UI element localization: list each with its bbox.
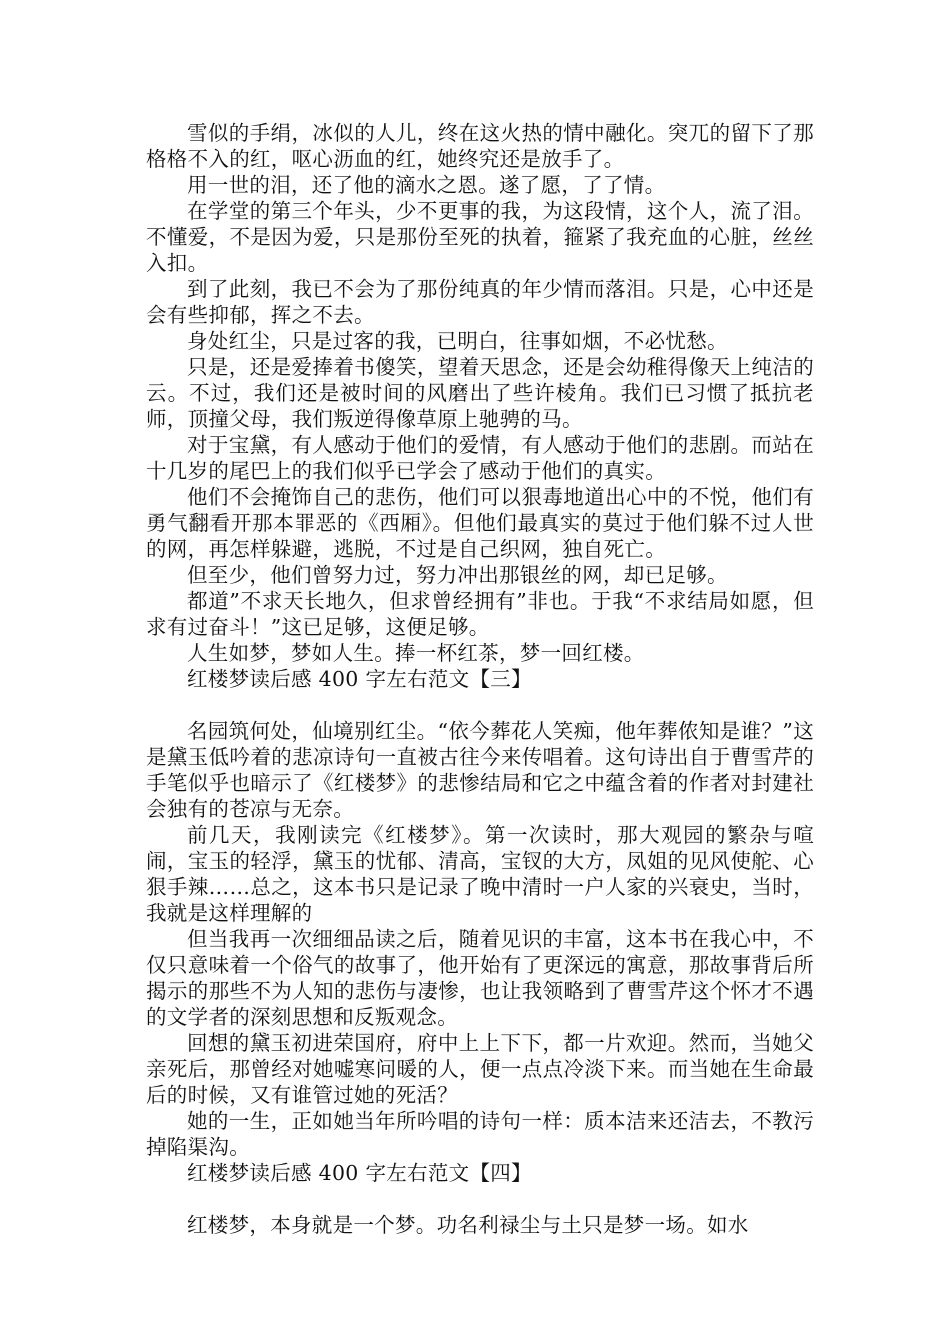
- paragraph: 红楼梦，本身就是一个梦。功名利禄尘与土只是梦一场。如水: [187, 1213, 749, 1237]
- section-heading-4: 红楼梦读后感 400 字左右范文【四】: [187, 1161, 532, 1185]
- paragraph: 前几天，我刚读完《红楼梦》。第一次读时，那大观园的繁杂与喧闹，宝玉的轻浮，黛玉的忧郁、清高，宝钗的大方，凤姐的见风使舵、心狠手辣……总之，这本书只是记录了晚中清时一户人家的兴衰史，当时，我就是这样理解的: [146, 823, 814, 925]
- paragraph: 都道”不求天长地久，但求曾经拥有”非也。于我“不求结局如愿，但求有过奋斗！”这已足够，这便足够。: [146, 589, 814, 639]
- paragraph: 但当我再一次细细品读之后，随着见识的丰富，这本书在我心中，不仅只意味着一个俗气的故事了，他开始有了更深远的寓意，那故事背后所揭示的那些不为人知的悲伤与凄惨，也让我领略到了曹雪芹这个怀才不遇的文学者的深刻思想和反叛观念。: [146, 927, 814, 1029]
- paragraph: 到了此刻，我已不会为了那份纯真的年少情而落泪。只是，心中还是会有些抑郁，挥之不去。: [146, 277, 814, 327]
- paragraph: 对于宝黛，有人感动于他们的爱情，有人感动于他们的悲剧。而站在十几岁的尾巴上的我们似乎已学会了感动于他们的真实。: [146, 433, 814, 483]
- paragraph: 她的一生，正如她当年所吟唱的诗句一样：质本洁来还洁去，不教污掉陷渠沟。: [146, 1109, 814, 1159]
- section-heading-3: 红楼梦读后感 400 字左右范文【三】: [187, 667, 532, 691]
- document-body: [146, 120, 814, 1238]
- paragraph: 名园筑何处，仙境别红尘。“依今葬花人笑痴，他年葬侬知是谁？”这是黛玉低吟着的悲凉诗句一直被古往今来传唱着。这句诗出自于曹雪芹的手笔似乎也暗示了《红楼梦》的悲惨结局和它之中蕴含着的作者对封建社会独有的苍凉与无奈。: [146, 719, 814, 821]
- paragraph: 用一世的泪，还了他的滴水之恩。遂了愿，了了情。: [187, 173, 666, 197]
- paragraph: 在学堂的第三个年头，少不更事的我，为这段情，这个人，流了泪。不懂爱，不是因为爱，只是那份至死的执着，箍紧了我充血的心脏，丝丝入扣。: [146, 199, 814, 275]
- paragraph: 但至少，他们曾努力过，努力冲出那银丝的网，却已足够。: [187, 563, 728, 587]
- paragraph: 人生如梦，梦如人生。捧一杯红茶，梦一回红楼。: [187, 641, 645, 665]
- paragraph: 只是，还是爱捧着书傻笑，望着天思念，还是会幼稚得像天上纯洁的云。不过，我们还是被时间的风磨出了些许棱角。我们已习惯了抵抗老师，顶撞父母，我们叛逆得像草原上驰骋的马。: [146, 355, 814, 431]
- paragraph: 回想的黛玉初进荣国府，府中上上下下，都一片欢迎。然而，当她父亲死后，那曾经对她嘘寒问暖的人，便一点点冷淡下来。而当她在生命最后的时候，又有谁管过她的死活？: [146, 1031, 814, 1107]
- paragraph: 身处红尘，只是过客的我，已明白，往事如烟，不必忧愁。: [187, 329, 728, 353]
- paragraph: 他们不会掩饰自己的悲伤，他们可以狠毒地道出心中的不悦，他们有勇气翻看开那本罪恶的《西厢》。但他们最真实的莫过于他们躲不过人世的网，再怎样躲避，逃脱，不过是自己织网，独自死亡。: [146, 485, 814, 561]
- paragraph: 雪似的手绢，冰似的人儿，终在这火热的情中融化。突兀的留下了那格格不入的红，呕心沥血的红，她终究还是放手了。: [146, 121, 814, 171]
- spacer: [146, 1186, 814, 1212]
- spacer: [146, 692, 814, 718]
